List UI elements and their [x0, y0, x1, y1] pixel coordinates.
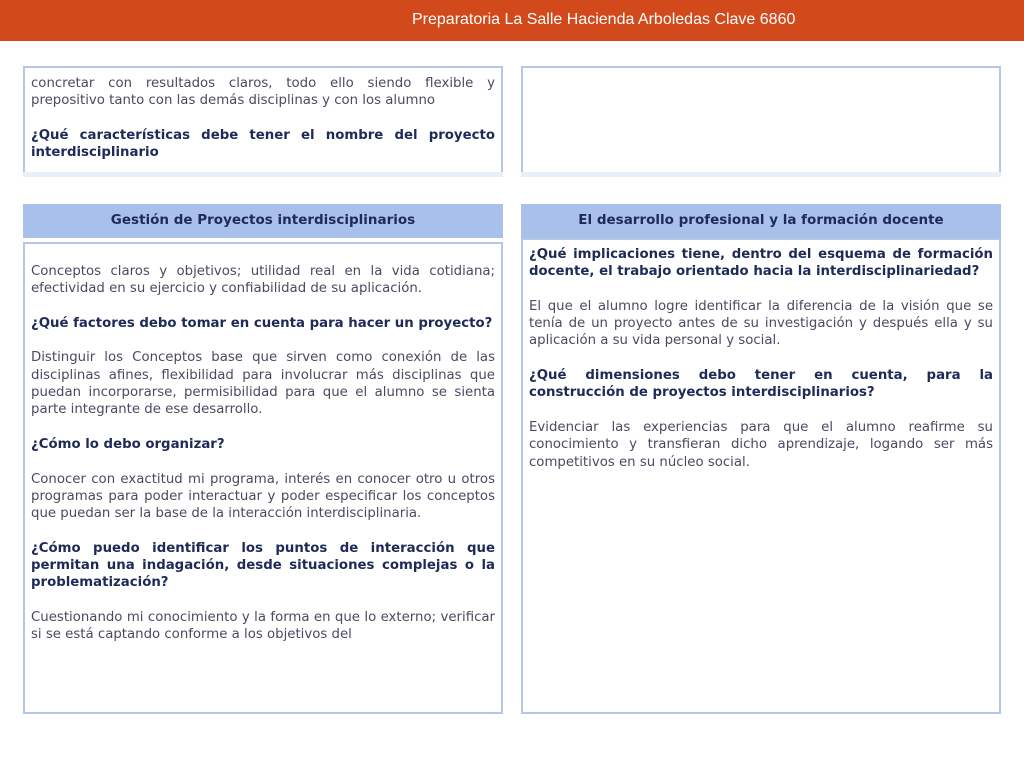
- left-section-text: [31, 263, 495, 661]
- answer-paragraph: Evidenciar las experiencias para que el alumno reafirme su conocimiento y transfieran dicho aprendizaje, logando ser más competitivos en su núcleo social.: [529, 419, 993, 470]
- right-section-heading: El desarrollo profesional y la formación docente: [521, 204, 1001, 238]
- left-section-panel: [23, 242, 503, 714]
- page-title: Preparatoria La Salle Hacienda Arboledas Clave 6860: [412, 11, 796, 28]
- top-left-panel: [23, 66, 503, 177]
- answer-paragraph: Distinguir los Conceptos base que sirven como conexión de las disciplinas afines, flexibilidad para involucrar más disciplinas que puedan incorporarse, permisibilidad para que el alumno se sienta parte integrante de ese desarrollo.: [31, 350, 495, 418]
- left-section-heading: Gestión de Proyectos interdisciplinarios: [23, 204, 503, 238]
- question-heading: ¿Qué características debe tener el nombre del proyecto interdisciplinario: [31, 127, 495, 161]
- right-section-panel: [521, 238, 1001, 714]
- top-left-panel-text: [31, 75, 495, 179]
- answer-paragraph: Cuestionando mi conocimiento y la forma en que lo externo; verificar si se está captando conforme a los objetivos del: [31, 609, 495, 643]
- answer-paragraph: Conocer con exactitud mi programa, interés en conocer otro u otros programas para poder interactuar y poder especificar los conceptos que puedan ser la base de la interacción interdisciplinaria.: [31, 471, 495, 522]
- question-heading: ¿Qué dimensiones debo tener en cuenta, para la construcción de proyectos interdisciplinarios?: [529, 368, 993, 401]
- question-heading: ¿Cómo puedo identificar los puntos de interacción que permitan una indagación, desde situaciones complejas o la problematización?: [31, 540, 495, 591]
- answer-paragraph: Conceptos claros y objetivos; utilidad real en la vida cotidiana; efectividad en su ejercicio y confiabilidad de su aplicación.: [31, 264, 495, 297]
- answer-paragraph: concretar con resultados claros, todo ello siendo flexible y prepositivo tanto con las demás disciplinas y con los alumno: [31, 76, 495, 109]
- question-heading: ¿Qué implicaciones tiene, dentro del esquema de formación docente, el trabajo orientado hacia la interdisciplinariedad?: [529, 247, 993, 280]
- question-heading: ¿Qué factores debo tomar en cuenta para hacer un proyecto?: [31, 315, 493, 331]
- question-heading: ¿Cómo lo debo organizar?: [31, 436, 225, 452]
- answer-paragraph: El que el alumno logre identificar la diferencia de la visión que se tenía de un proyecto antes de su investigación y después ella y su aplicación a su vida personal y social.: [529, 298, 993, 349]
- top-right-panel: [521, 66, 1001, 177]
- right-section-text: [529, 246, 993, 488]
- header-bar: [0, 0, 1024, 41]
